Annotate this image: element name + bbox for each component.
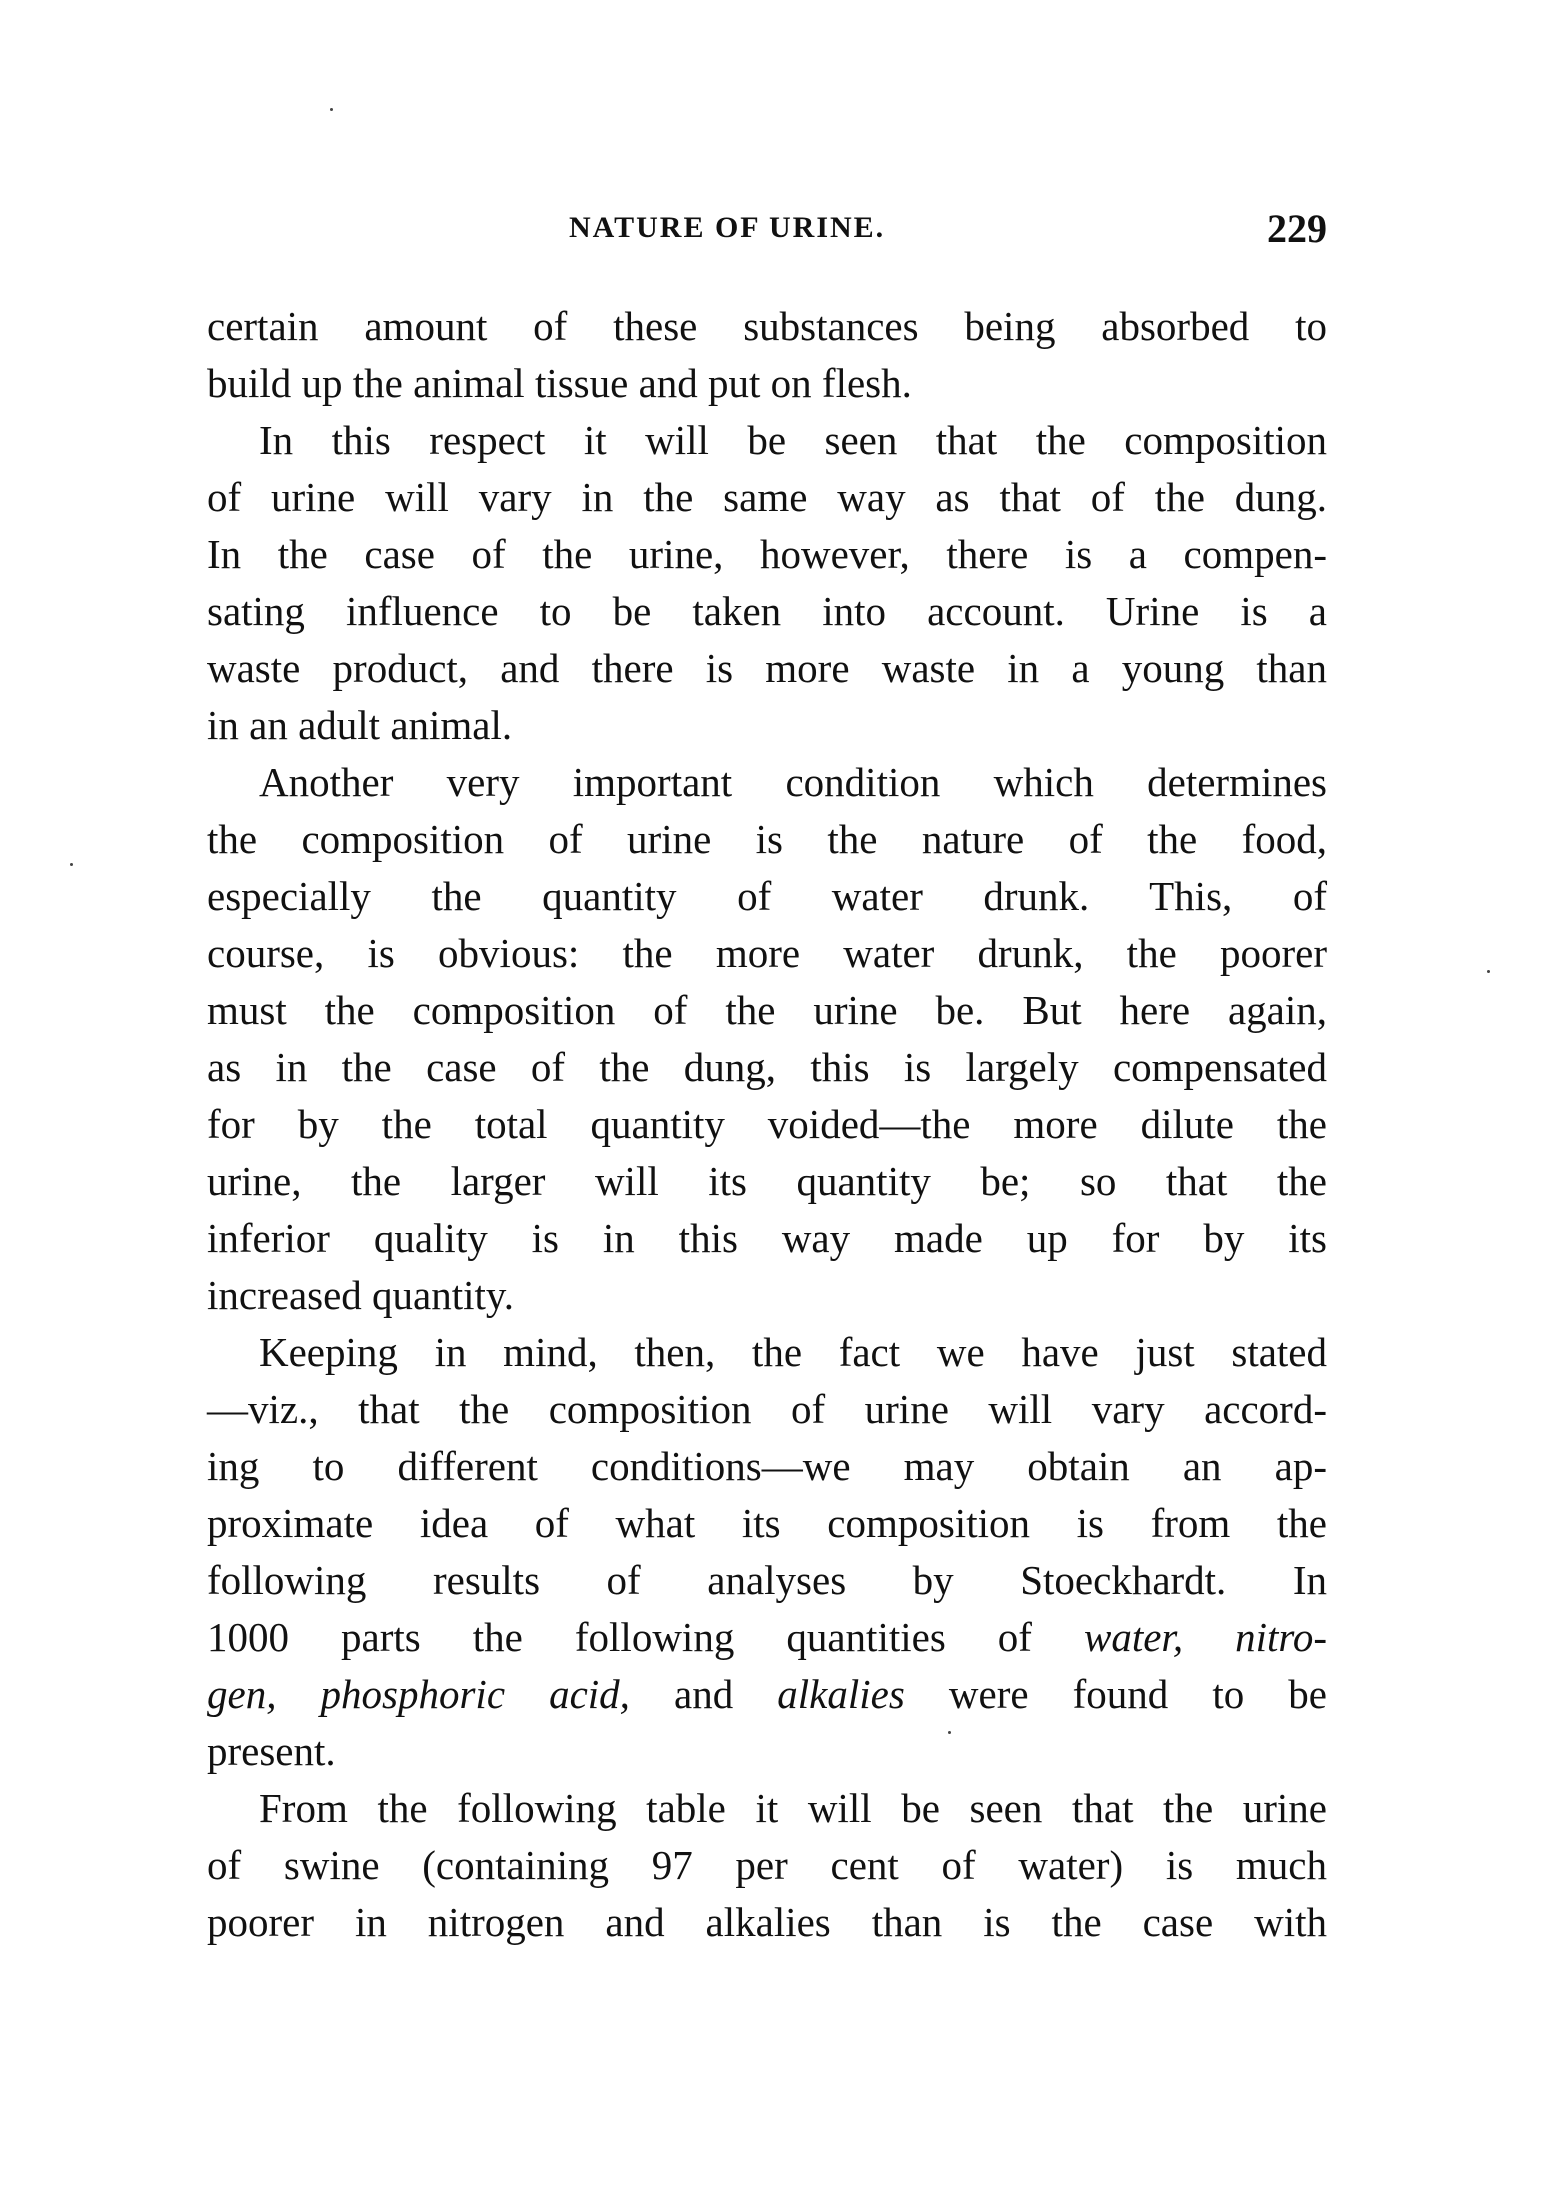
text-line: especially the quantity of water drunk. This, of — [207, 873, 1327, 919]
text-line: for by the total quantity voided—the more dilute the — [207, 1101, 1327, 1147]
text-line: in an adult animal. — [207, 702, 513, 748]
text-line: poorer in nitrogen and alkalies than is the case with — [207, 1899, 1327, 1945]
text-line: In the case of the urine, however, there is a compen- — [207, 531, 1327, 577]
text-line: must the composition of the urine be. But here again, — [207, 987, 1327, 1033]
text-line: increased quantity. — [207, 1272, 514, 1318]
text-fragment: were found to be — [904, 1671, 1327, 1717]
paper-speck — [948, 1731, 951, 1734]
italic-fragment: water, nitro- — [1084, 1614, 1327, 1660]
text-line: course, is obvious: the more water drunk, the poorer — [207, 930, 1327, 976]
text-fragment: 1000 parts the following quantities of — [207, 1614, 1084, 1660]
text-line: In this respect it will be seen that the composition — [259, 417, 1327, 463]
page-header — [207, 205, 1327, 255]
text-line: build up the animal tissue and put on flesh. — [207, 360, 912, 406]
text-line — [207, 1666, 1327, 1723]
text-line: waste product, and there is more waste in a young than — [207, 645, 1327, 691]
text-line: —viz., that the composition of urine will vary accord- — [207, 1386, 1327, 1432]
text-line: of swine (containing 97 per cent of water) is much — [207, 1842, 1327, 1888]
text-line: following results of analyses by Stoeckhardt. In — [207, 1557, 1327, 1603]
text-line: From the following table it will be seen that the urine — [259, 1785, 1327, 1831]
text-line — [207, 1609, 1327, 1666]
running-head: NATURE OF URINE. — [569, 211, 886, 244]
paper-speck — [330, 108, 333, 111]
text-line: urine, the larger will its quantity be; so that the — [207, 1158, 1327, 1204]
text-line: inferior quality is in this way made up for by its — [207, 1215, 1327, 1261]
text-line: certain amount of these substances being absorbed to — [207, 303, 1327, 349]
body-text — [207, 298, 1327, 1951]
paper-speck — [1487, 970, 1490, 973]
text-line: proximate idea of what its composition is from the — [207, 1500, 1327, 1546]
page-number: 229 — [1267, 206, 1327, 251]
paper-speck — [70, 863, 73, 866]
text-line: sating influence to be taken into account. Urine is a — [207, 588, 1327, 634]
text-line: ing to different conditions—we may obtain an ap- — [207, 1443, 1327, 1489]
italic-fragment: alkalies — [777, 1671, 905, 1717]
text-line: present. — [207, 1728, 336, 1774]
text-line: of urine will vary in the same way as that of the dung. — [207, 474, 1327, 520]
text-line: Another very important condition which determines — [259, 759, 1327, 805]
italic-fragment: gen, phosphoric acid, — [207, 1671, 630, 1717]
text-line: the composition of urine is the nature of the food, — [207, 816, 1327, 862]
text-line: Keeping in mind, then, the fact we have just stated — [259, 1329, 1327, 1375]
text-line: as in the case of the dung, this is largely compensated — [207, 1044, 1327, 1090]
text-fragment: and — [629, 1671, 778, 1717]
